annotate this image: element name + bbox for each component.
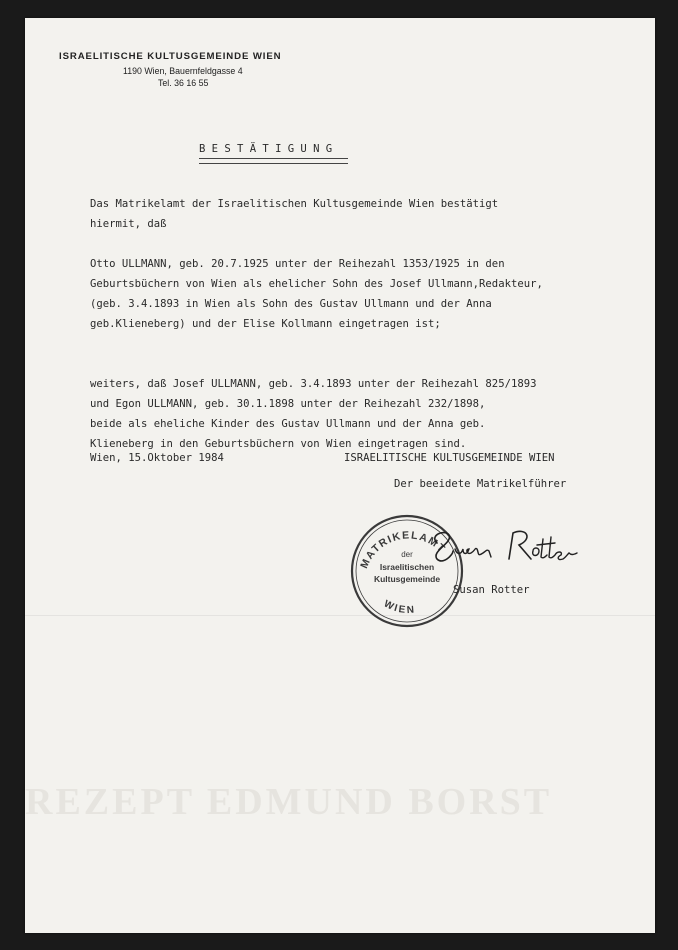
paragraph-otto (90, 254, 630, 334)
stamp-line-1: der (401, 550, 413, 559)
letterhead-address: 1190 Wien, Bauernfeldgasse 4 (123, 66, 243, 76)
text-line: weiters, daß Josef ULLMANN, geb. 3.4.1893 unter der Reihezahl 825/1893 (90, 378, 537, 390)
text-line: Klieneberg in den Geburtsbüchern von Wien eingetragen sind. (90, 438, 467, 450)
text-line: beide als eheliche Kinder des Gustav Ullmann und der Anna geb. (90, 418, 486, 430)
svg-text:WIEN (382, 598, 417, 616)
document-title: BESTÄTIGUNG (199, 143, 339, 155)
text-line: Das Matrikelamt der Israelitischen Kultusgemeinde Wien bestätigt (90, 198, 499, 210)
document-page (25, 18, 655, 933)
letterhead-organization: ISRAELITISCHE KULTUSGEMEINDE WIEN (59, 51, 282, 62)
fold-line (25, 615, 655, 616)
text-line: (geb. 3.4.1893 in Wien als Sohn des Gustav Ullmann und der Anna (90, 298, 492, 310)
letterhead (59, 51, 281, 89)
stamp-line-2: Israelitischen (379, 562, 435, 572)
paragraph-josef-egon (90, 374, 630, 454)
text-line: Geburtsbüchern von Wien als ehelicher Sohn des Josef Ullmann,Redakteur, (90, 278, 543, 290)
signatory-name: Susan Rotter (453, 584, 530, 596)
text-line: und Egon ULLMANN, geb. 30.1.1898 unter der Reihezahl 232/1898, (90, 398, 486, 410)
paragraph-intro (90, 194, 630, 234)
text-line: geb.Klieneberg) und der Elise Kollmann eingetragen ist; (90, 318, 441, 330)
place-date: Wien, 15.Oktober 1984 (90, 452, 224, 464)
letterhead-phone: Tel. 36 16 55 (158, 78, 209, 88)
stamp-top-text: MATRIKELAMT (358, 529, 449, 571)
watermark-text: REZEPT EDMUND BORST (25, 781, 553, 823)
text-line: Otto ULLMANN, geb. 20.7.1925 unter der Reihezahl 1353/1925 in den (90, 258, 505, 270)
signatory-role: Der beeidete Matrikelführer (394, 478, 567, 490)
title-underline (199, 158, 348, 164)
show-through-watermark (25, 780, 655, 824)
text-line: hiermit, daß (90, 218, 167, 230)
signatory-organization: ISRAELITISCHE KULTUSGEMEINDE WIEN (344, 452, 555, 464)
stamp-bottom-text: WIEN (381, 598, 417, 617)
stamp-line-3: Kultusgemeinde (373, 574, 441, 584)
handwritten-signature (423, 521, 583, 571)
